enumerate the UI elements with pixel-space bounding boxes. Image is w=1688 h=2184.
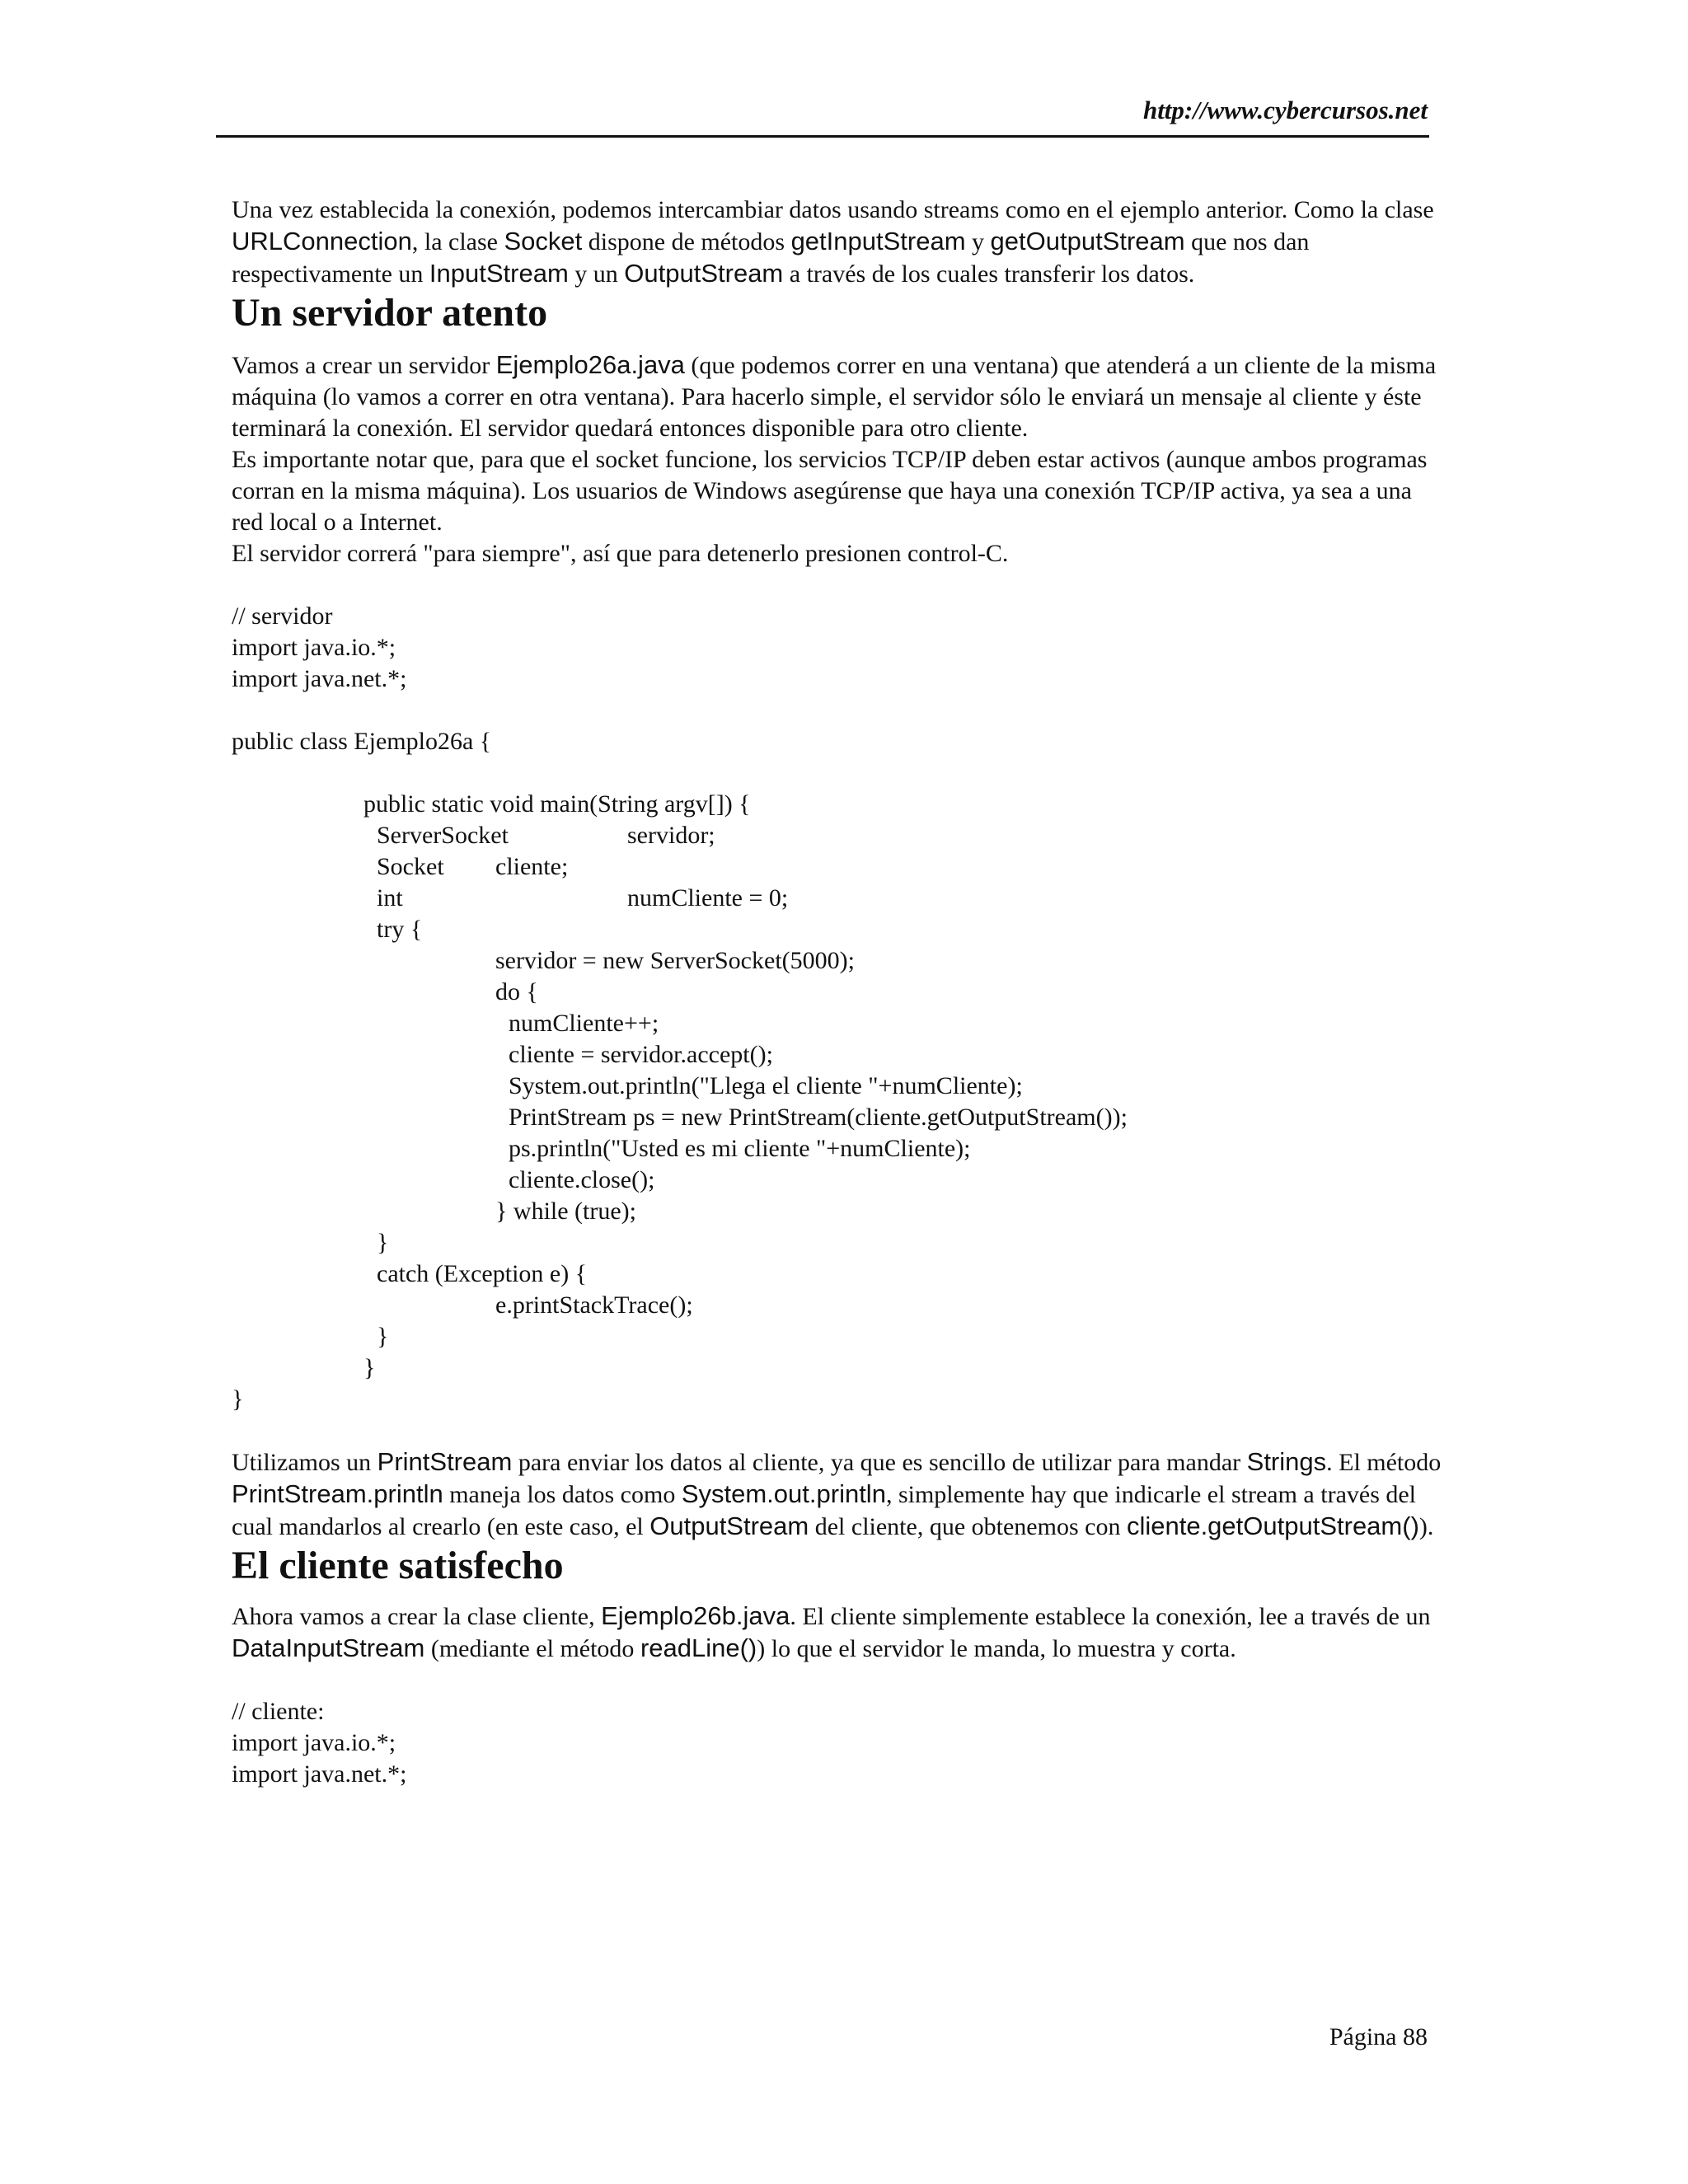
inline-code: PrintStream.println	[232, 1479, 443, 1508]
section1-paragraph	[232, 349, 1443, 444]
code-line: // cliente:	[232, 1698, 325, 1725]
inline-code: Ejemplo26b.java	[601, 1601, 790, 1630]
inline-code: getOutputStream	[990, 227, 1185, 255]
intro-text: , la clase	[411, 228, 504, 255]
code-line: import java.io.*;	[232, 634, 396, 661]
code-line: public static void main(String argv[]) {	[363, 790, 751, 818]
code-line: servidor = new ServerSocket(5000);	[495, 947, 855, 974]
inline-code: PrintStream	[377, 1447, 513, 1476]
code-line: public class Ejemplo26a {	[232, 728, 492, 755]
inline-code: System.out.println	[681, 1479, 886, 1508]
code-line: PrintStream ps = new PrintStream(cliente.getOutputStream());	[509, 1104, 1128, 1131]
intro-text: Una vez establecida la conexión, podemos intercambiar datos usando streams como en el ejemplo anterior. Como la clase	[232, 196, 1434, 223]
body-text: del cliente, que obtenemos con	[809, 1513, 1127, 1540]
body-text: ) lo que el servidor le manda, lo muestra y corta.	[757, 1635, 1236, 1662]
code-line: // servidor	[232, 602, 333, 630]
code-line	[377, 820, 1443, 851]
intro-paragraph	[232, 194, 1443, 290]
code-token: servidor;	[627, 822, 715, 849]
intro-text: y un	[568, 260, 625, 288]
body-text: Vamos a crear un servidor	[232, 352, 496, 379]
section2-paragraph	[232, 1601, 1443, 1665]
inline-code: readLine()	[640, 1633, 757, 1662]
inline-code: DataInputStream	[232, 1633, 425, 1662]
code-token: cliente;	[495, 853, 569, 880]
code-line: e.printStackTrace();	[495, 1291, 693, 1319]
explanation-paragraph	[232, 1446, 1443, 1543]
code-token: numCliente = 0;	[627, 884, 789, 912]
body-text: (mediante el método	[424, 1635, 640, 1662]
inline-code: URLConnection	[232, 227, 412, 255]
code-line: try {	[377, 916, 423, 943]
code-line: cliente = servidor.accept();	[509, 1041, 773, 1068]
code-line: }	[377, 1323, 389, 1350]
code-line: import java.net.*;	[232, 1760, 407, 1788]
code-line: ps.println("Usted es mi cliente "+numCliente);	[509, 1135, 971, 1162]
body-text: para enviar los datos al cliente, ya que es sencillo de utilizar para mandar	[512, 1449, 1247, 1476]
header-url: http://www.cybercursos.net	[1142, 96, 1428, 124]
section1-paragraph: Es importante notar que, para que el socket funcione, los servicios TCP/IP deben estar activos (aunque ambos programas corran en la misma máquina). Los usuarios de Windows asegúrense que haya una conexión TCP/IP activa, ya sea a una red local o a Internet.	[232, 446, 1428, 536]
code-line: do {	[495, 978, 538, 1005]
code-line: catch (Exception e) {	[377, 1260, 588, 1287]
inline-code: Strings	[1246, 1447, 1327, 1476]
code-line: import java.io.*;	[232, 1729, 396, 1756]
body-text: , simplemente hay que indicarle el stream a través del cual mandarlos al crearlo (en este caso, el	[232, 1481, 1417, 1540]
code-block-client	[232, 1696, 1443, 1790]
code-line	[377, 883, 1443, 914]
inline-code: Ejemplo26a.java	[495, 350, 685, 379]
intro-text: dispone de métodos	[582, 228, 791, 255]
header-rule	[216, 135, 1429, 138]
inline-code: cliente.getOutputStream()	[1126, 1511, 1419, 1540]
body-text: Utilizamos un	[232, 1449, 377, 1476]
page-number: Página 88	[1329, 2023, 1428, 2050]
code-block-server	[232, 601, 1443, 1415]
code-line: }	[377, 1229, 389, 1256]
code-line: }	[363, 1354, 376, 1381]
code-line: System.out.println("Llega el cliente "+numCliente);	[509, 1072, 1023, 1099]
inline-code: InputStream	[429, 259, 569, 288]
code-token: Socket	[377, 853, 444, 880]
page-content	[232, 194, 1443, 1790]
code-line: cliente.close();	[509, 1166, 655, 1193]
code-token: int	[377, 884, 403, 912]
code-token: ServerSocket	[377, 822, 509, 849]
body-text: maneja los datos como	[443, 1481, 682, 1508]
body-text: (que podemos correr en una ventana) que atenderá a un cliente de la misma máquina (lo vamos a correr en otra ventana). Para hacerlo simple, el servidor sólo le enviará un mensaje al cliente y éste terminará la conexión. El servidor quedará entonces disponible para otro cliente.	[232, 352, 1437, 442]
section-heading: El cliente satisfecho	[232, 1544, 564, 1587]
code-line: } while (true);	[495, 1197, 637, 1225]
code-line: import java.net.*;	[232, 665, 407, 692]
inline-code: OutputStream	[624, 259, 784, 288]
code-line: numCliente++;	[509, 1010, 659, 1037]
intro-text: que nos dan respectivamente un	[232, 228, 1310, 288]
body-text: Ahora vamos a crear la clase cliente,	[232, 1603, 602, 1630]
code-line	[377, 851, 1443, 883]
section1-paragraph: El servidor correrá "para siempre", así que para detenerlo presionen control-C.	[232, 540, 1009, 567]
inline-code: OutputStream	[649, 1511, 809, 1540]
section-heading: Un servidor atento	[232, 291, 548, 335]
intro-text: a través de los cuales transferir los datos.	[783, 260, 1195, 288]
body-text: . El cliente simplemente establece la conexión, lee a través de un	[790, 1603, 1431, 1630]
code-line: }	[232, 1385, 244, 1413]
body-text: . El método	[1326, 1449, 1442, 1476]
inline-code: Socket	[504, 227, 583, 255]
intro-text: y	[965, 228, 991, 255]
inline-code: getInputStream	[790, 227, 966, 255]
body-text: ).	[1418, 1513, 1434, 1540]
